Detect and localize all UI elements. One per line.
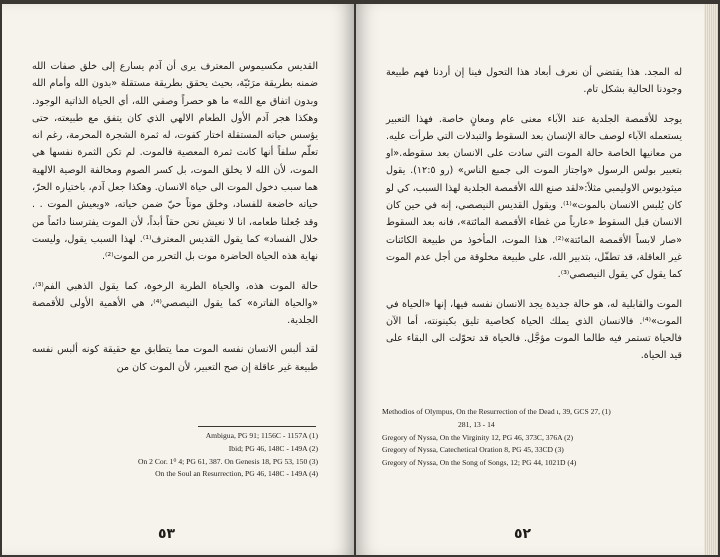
right-footnotes: [382, 406, 676, 470]
footnote-item: On 2 Cor. 1⁰ 4; PG 61, 387. On Genesis 18, PG 53, 150 (3): [137, 456, 318, 466]
right-paragraph-1: له المجد. هذا يقتضي أن نعرف أبعاد هذا التحول فينا إن أردنا فهم طبيعة وجودنا الحالية بشكل تام.: [386, 67, 682, 96]
right-page: [356, 4, 718, 555]
left-page-number: ٥٣: [158, 526, 176, 542]
right-page-number: ٥٢: [514, 526, 532, 542]
left-footnotes: [90, 430, 318, 481]
right-paragraph-2: يوجد للأقمصة الجلدية عند الآباء معنى عام ومعانٍ خاصة. فهذا التعبير يستعمله الآباء لوصف حالة الإنسان بعد السقوط والتبدلات التي طرأت عليه. من معانيها الخاصة حالة الموت التي سادت على الانسان بعد سقوطه.«او بتعبير بولس الرسول «واجتاز الموت الى جميع الناس» (رو ١٢:٥). يقول ميثوديوس الاوليمبي مثلاً:«لقد صنع الله الأقمصة الجلدية لهذا السبب، كي لو كان يُلبس الانسان بالموت»⁽¹⁾. ويقول القديس النيصصي، إنه في حين كان الانسان قبل السقوط «عارياً من غطاء الأقمصة المائتة»، فانه بعد السقوط «صار لابساً الأقمصة المائتة»⁽²⁾. هذا الموت، المأخوذ من طبيعة الكائنات غير العاقلة، قد تطفّل، بتدبير الله، على طبيعة مخلوقة من أجل عدم الموت كما يقول كي يقول النيصصي⁽³⁾.: [386, 113, 682, 281]
right-body-text: [386, 64, 682, 365]
left-page: [2, 4, 354, 555]
left-paragraph-2: حالة الموت هذه، والحياة الطرية الرخوة، كما يقول الذهبي الفم⁽³⁾، «والحياة الفاترة» كما يقول النيصصي⁽⁴⁾، هي الأهمية الأولى للأقمصة الجلدية.: [32, 280, 318, 327]
footnote-item: Ambigua, PG 91; 1156C - 1157A (1): [205, 431, 318, 440]
footnote-item: On the Soul an Resurrection, PG 46, 148C - 149A (4): [155, 469, 318, 479]
footnote-item: Gregory of Nyssa, Catechetical Oration 8, PG 45, 33CD (3): [382, 445, 564, 455]
footnote-divider: [198, 426, 316, 427]
footnote-item: Gregory of Nyssa, On the Song of Songs, 12; PG 44, 1021D (4): [382, 458, 577, 468]
footnote-item: Gregory of Nyssa, On the Virginity 12, PG 46, 373C, 376A (2): [382, 432, 573, 442]
left-paragraph-3: لقد ألبس الانسان نفسه الموت مما يتطابق مع حقيقة كونه ألبس نفسه طبيعة غير عاقلة إن صح التعبير، لأن الموت كان من: [32, 344, 318, 373]
left-paragraph-1: القديس مكسيموس المعترف يرى أن آدم يسارع إلى خلق صفات الله ضمنه بطريقة مرَئيّة، بحيث يحقق بطريقة مستقلة «بدون الله وأمام الله وبدون اتفاق مع الله» ما هو حصراً وصفي الله، أي الحياة الذاتية الوجود. وهكذا هجر آدم الأول الطعام الالهي الذي كان يتفق مع طبيعته، حتى يؤسس حياته المستقلة اختار كفوت، له ثمرة الشجرة المحرمة، رغم انه تعلّم سلفاً أنها كانت ثمرة المعصية فالموت. لم تكن الثمرة نفسها هي الموت، لأن الله لا يخلق الموت، بل كسر الصوم ومخالفة الوصية الالهية هما سبب دخول الموت الى حياة الانسان. وهكذا جعل آدم، باختياره الحرّ، حياته خاضعة للفساد، وخلق موتاً حيّ ضمن حياته، «ويعيش الموت . . وقد جُعلنا طعامه، انا لا نعيش نحن حقاً أبداً، لأن الموت يفترسنا دائماً من خلال الفساد» كما يقول القديس المعترف⁽¹⁾. لهذا السبب يقول، وليست نهاية هذه الحياة الحاضرة موت بل التحرر من الموت⁽²⁾.: [32, 61, 318, 263]
left-body-text: [32, 58, 318, 376]
footnote-item: Methodios of Olympus, On the Resurrection of the Dead ı, 39, GCS 27, (1): [382, 407, 611, 416]
footnote-item: 281, 13 - 14: [458, 419, 495, 429]
footnote-item: Ibid; PG 46, 148C - 149A (2): [228, 443, 318, 453]
right-paragraph-3: الموت والقابلية له، هو حالة جديدة يجد الانسان نفسه فيها، إنها «الحياة في الموت»⁽⁴⁾. فالانسان الذي يملك الحياة كخاصية تليق بكينونته، أما الآن فالحياة تستمر فيه طالما الموت مؤجَّل. فالحياة قد تحوّلت الى البقاء على قيد الحياة.: [386, 298, 682, 362]
